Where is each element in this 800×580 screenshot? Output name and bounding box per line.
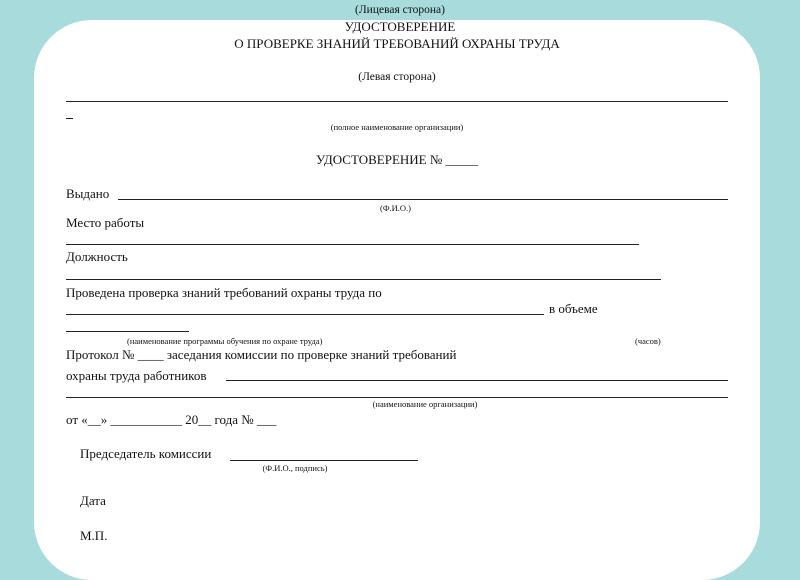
protocol-org-line	[226, 380, 728, 381]
left-side-label: (Левая сторона)	[358, 71, 436, 83]
check-text: Проведена проверка знаний требований охраны труда по	[66, 285, 382, 300]
organization-caption: (полное наименование организации)	[330, 122, 464, 132]
header-title-line1: УДОСТОВЕРЕНИЕ	[344, 19, 456, 34]
chairman-caption: (Ф.И.О., подпись)	[262, 463, 328, 473]
certificate-number-title: УДОСТОВЕРЕНИЕ № _____	[315, 152, 479, 167]
volume-label: в объеме	[549, 301, 598, 316]
program-caption: (наименование программы обучения по охране труда)	[127, 336, 323, 346]
issued-caption: (Ф.И.О.)	[379, 203, 412, 213]
position-label: Должность	[66, 249, 128, 264]
stamp-label: М.П.	[80, 528, 108, 543]
workplace-line	[66, 244, 639, 245]
issued-label: Выдано	[66, 186, 110, 201]
hours-caption: (часов)	[635, 336, 661, 346]
date-label: Дата	[80, 493, 106, 508]
hours-line	[66, 331, 189, 332]
certificate-card	[34, 20, 760, 580]
protocol-date-line: от «__» ___________ 20__ года № ___	[66, 412, 277, 427]
workplace-label: Место работы	[66, 215, 145, 230]
front-side-label: (Лицевая сторона)	[355, 4, 445, 16]
protocol-org-line-2	[66, 397, 728, 398]
chairman-label: Председатель комиссии	[80, 446, 212, 461]
chairman-signature-line	[230, 460, 418, 461]
position-line	[66, 279, 661, 280]
organization-name-line-end	[66, 118, 73, 119]
organization-name-line	[66, 101, 728, 102]
program-line	[66, 314, 544, 315]
header-title-line2: О ПРОВЕРКЕ ЗНАНИЙ ТРЕБОВАНИЙ ОХРАНЫ ТРУДА	[234, 36, 560, 51]
issued-name-line	[118, 199, 728, 200]
protocol-org-caption: (наименование организации)	[372, 399, 478, 409]
protocol-text: Протокол № ____ заседания комиссии по проверке знаний требований	[66, 347, 457, 362]
protocol-workers-label: охраны труда работников	[66, 368, 207, 383]
